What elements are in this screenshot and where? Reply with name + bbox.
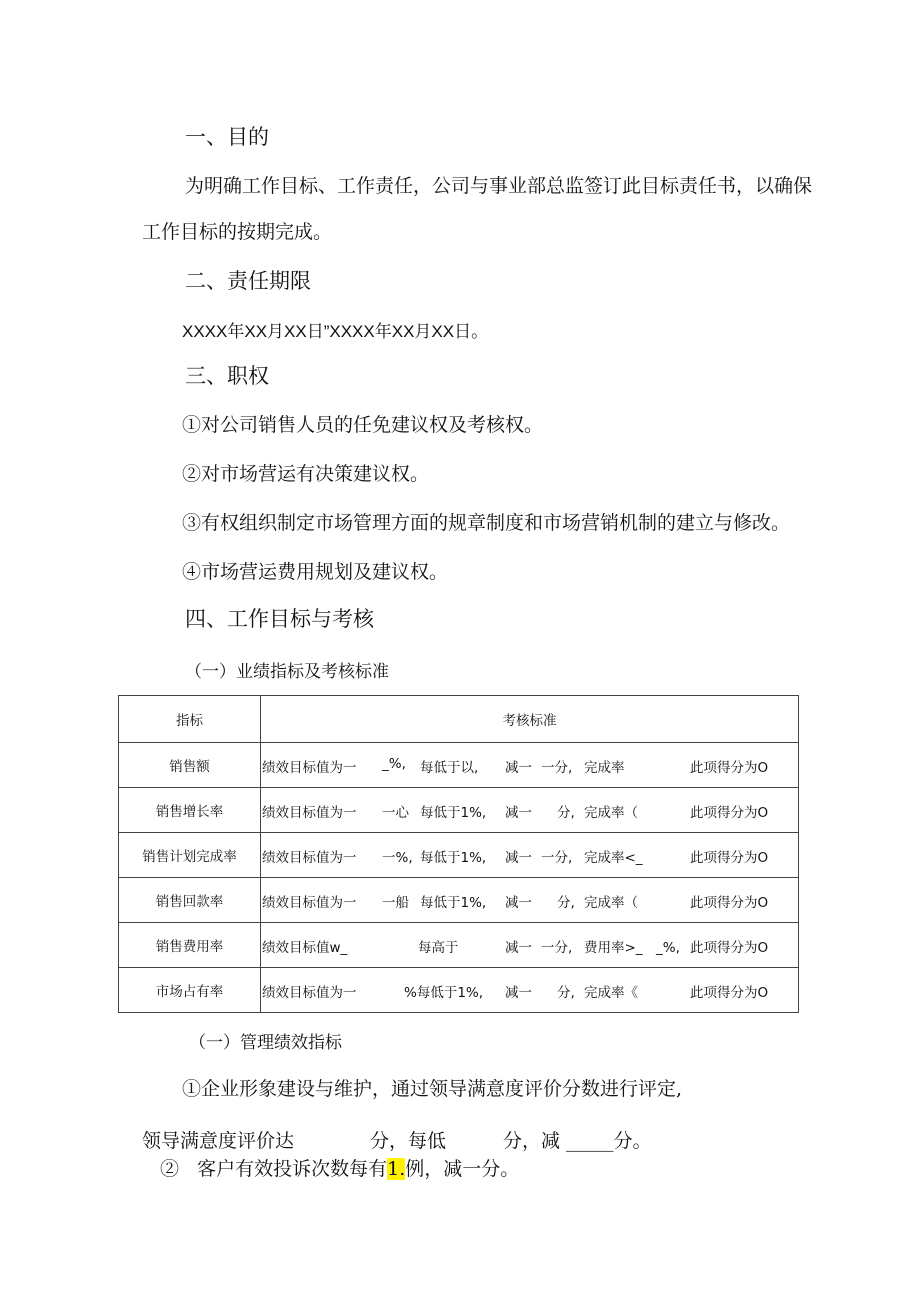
section-1-title: 一、目的 [185, 125, 269, 149]
table-cell-criteria [261, 968, 799, 1013]
criteria-part: 绩效目标值为一 [262, 895, 357, 911]
section-3-item-3: ③有权组织制定市场管理方面的规章制度和市场营销机制的建立与修改。 [182, 512, 791, 534]
table-cell-indicator: 销售额 [119, 743, 261, 788]
criteria-part: 一分, [541, 940, 573, 956]
performance-table [118, 695, 799, 1013]
table-cell-criteria [261, 923, 799, 968]
table-cell-indicator: 销售回款率 [119, 878, 261, 923]
section-4-subtitle-management: （一）管理绩效指标 [189, 1033, 342, 1053]
criteria-part: 绩效目标值为一 [262, 985, 357, 1001]
criteria-part: 此项得分为O [690, 850, 769, 866]
criteria-part: 绩效目标值为一 [262, 805, 357, 821]
section-3-item-1: ①对公司销售人员的任免建议权及考核权。 [182, 414, 544, 436]
criteria-part: 此项得分为O [690, 805, 769, 821]
management-item-2 [160, 1154, 519, 1181]
criteria-part: 一分, [541, 760, 573, 776]
criteria-part: 此项得分为O [690, 940, 769, 956]
table-header-criteria: 考核标准 [261, 696, 799, 743]
criteria-part: 减一 [505, 760, 532, 776]
section-3-title: 三、职权 [185, 364, 269, 388]
criteria-part: 完成率《 [584, 985, 638, 1001]
table-cell-criteria [261, 833, 799, 878]
criteria-part: 一船 [382, 895, 409, 911]
criteria-part: 减一 [505, 895, 532, 911]
criteria-part: 分, [557, 805, 575, 821]
section-2-period: XXXX年XX月XX日”XXXX年XX月XX日。 [182, 322, 489, 341]
section-4-subtitle-performance: （一）业绩指标及考核标准 [185, 662, 389, 682]
table-row [119, 968, 799, 1013]
table-cell-criteria [261, 788, 799, 833]
table-cell-indicator: 销售费用率 [119, 923, 261, 968]
criteria-part: 此项得分为O [690, 895, 769, 911]
criteria-part: %每低于1%, [404, 985, 484, 1001]
criteria-part: 一%, [382, 850, 413, 866]
management-item-2-text-b: 例，减一分。 [405, 1158, 520, 1180]
criteria-part: 每低于1%, [420, 805, 487, 821]
criteria-part: _%, [382, 756, 406, 772]
criteria-part: 绩效目标值为一 [262, 760, 357, 776]
section-4-title: 四、工作目标与考核 [185, 607, 374, 631]
table-cell-criteria [261, 878, 799, 923]
table-cell-indicator: 市场占有率 [119, 968, 261, 1013]
criteria-part: 完成率（ [584, 895, 638, 911]
criteria-part: 此项得分为O [690, 985, 769, 1001]
section-3-item-2: ②对市场营运有决策建议权。 [182, 463, 430, 485]
table-row [119, 788, 799, 833]
highlighted-number: 1. [387, 1158, 406, 1180]
criteria-part: 每低于以, [420, 760, 479, 776]
management-item-1: ①企业形象建设与维护，通过领导满意度评价分数进行评定, [182, 1078, 683, 1100]
management-item-2-number: ② [160, 1158, 180, 1180]
section-1-paragraph-line1: 为明确工作目标、工作责任，公司与事业部总监签订此目标责任书，以确保 [185, 175, 813, 197]
management-item-2-text-a: 客户有效投诉次数每有 [197, 1158, 388, 1180]
section-3-item-4: ④市场营运费用规划及建议权。 [182, 561, 449, 583]
criteria-part: 完成率 [584, 760, 625, 776]
table-header-indicator: 指标 [119, 696, 261, 743]
criteria-part: 减一 [505, 805, 532, 821]
table-row [119, 833, 799, 878]
criteria-part: 完成率（ [584, 805, 638, 821]
section-2-title: 二、责任期限 [185, 269, 311, 293]
criteria-part: 一心 [382, 805, 409, 821]
table-row [119, 923, 799, 968]
criteria-part: 绩效目标值为一 [262, 850, 357, 866]
section-1-paragraph-line2: 工作目标的按期完成。 [142, 221, 333, 243]
table-cell-criteria [261, 743, 799, 788]
criteria-part: 减一 [505, 985, 532, 1001]
criteria-part: 绩效目标值w_ [262, 940, 348, 956]
criteria-part: 减一 [505, 940, 532, 956]
management-item-1-continued: 领导满意度评价达 分，每低 分，减 _____分。 [142, 1130, 652, 1152]
table-cell-indicator: 销售增长率 [119, 788, 261, 833]
criteria-part: 一分, [541, 850, 573, 866]
table-row [119, 743, 799, 788]
table-header-row [119, 696, 799, 743]
criteria-part: 每高于 [418, 940, 459, 956]
criteria-part: 费用率>_ _%, [584, 940, 680, 956]
criteria-part: 每低于1%, [420, 895, 487, 911]
criteria-part: 减一 [505, 850, 532, 866]
criteria-part: 此项得分为O [690, 760, 769, 776]
criteria-part: 分, [557, 895, 575, 911]
criteria-part: 每低于1%, [420, 850, 487, 866]
table-cell-indicator: 销售计划完成率 [119, 833, 261, 878]
criteria-part: 分, [557, 985, 575, 1001]
criteria-part: 完成率<_ [584, 850, 643, 866]
table-row [119, 878, 799, 923]
